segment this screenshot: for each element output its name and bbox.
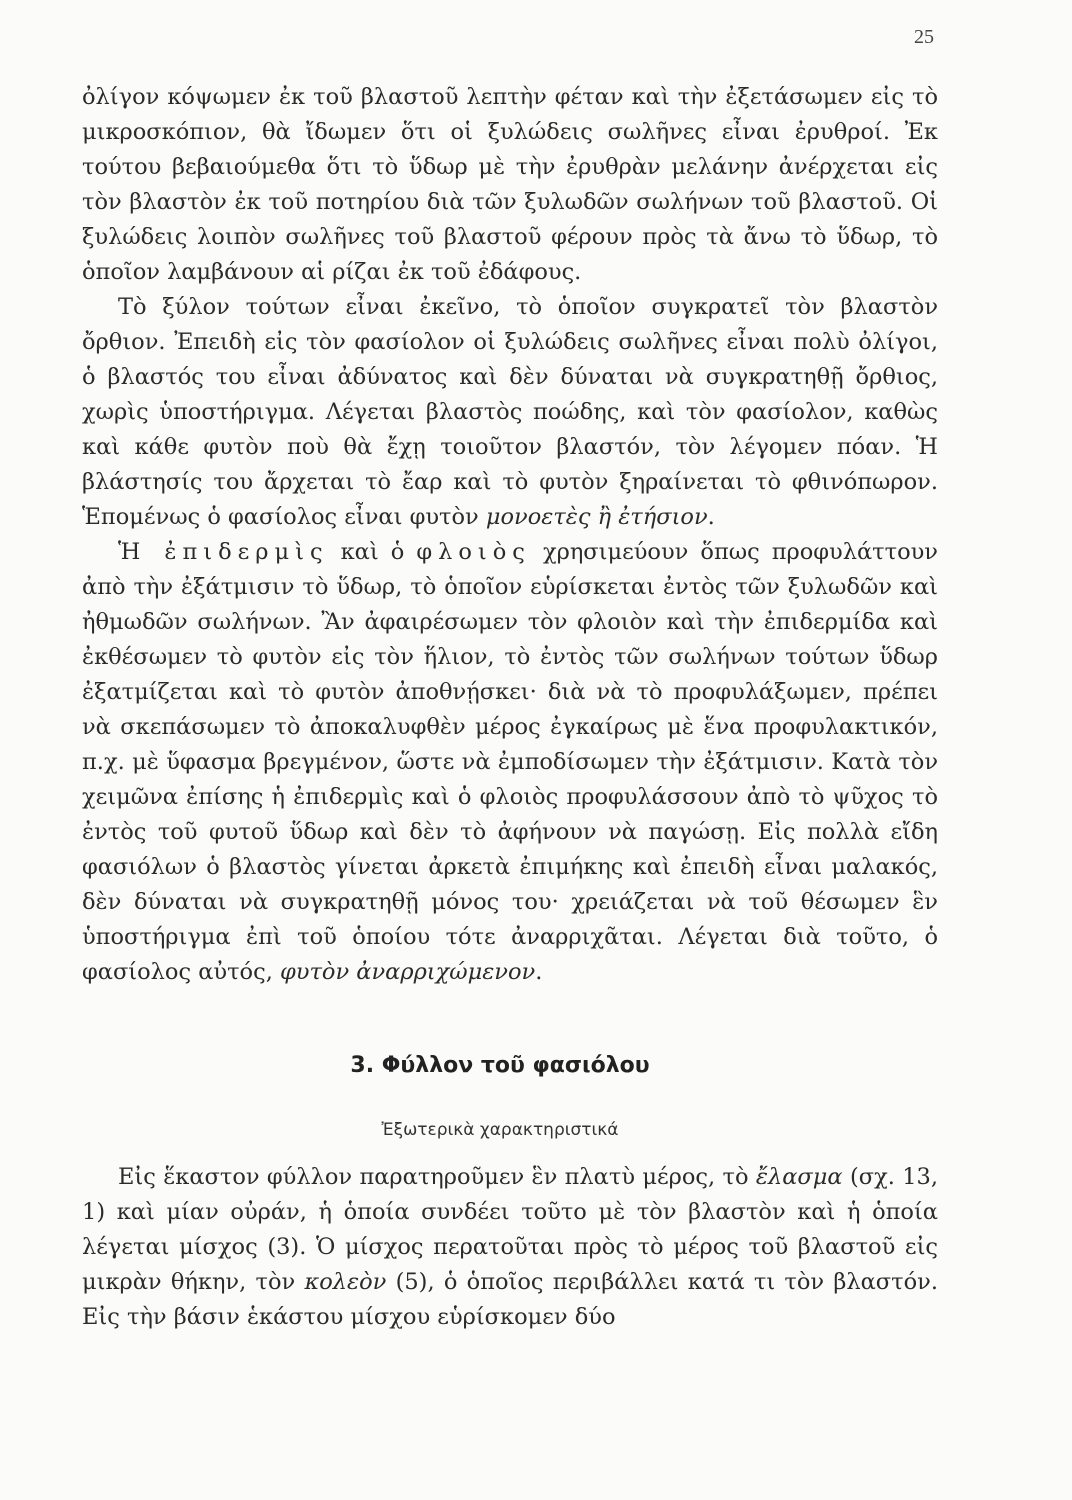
emphasis-term: μονοετὲς ἢ ἐτήσιον bbox=[485, 504, 708, 530]
emphasis-term: ἔλασμα bbox=[755, 1164, 843, 1190]
text-run: (σχ. 13, 1) καὶ μίαν οὐράν, ἡ ὁποία συνδέει τοῦτο μὲ τὸν βλαστὸν καὶ ἡ ὁποία λέγεται μίσχος (3). Ὁ μίσχος περατοῦται πρὸς τὸ μέρος τοῦ βλαστοῦ εἰς μικρὰν θήκην, τὸν bbox=[82, 1164, 939, 1295]
text-run: (5), ὁ ὁποῖος περιβάλλει κατά τι τὸν βλαστόν. Εἰς τὴν βάσιν ἑκάστου μίσχου εὑρίσκομεν δύο bbox=[82, 1269, 938, 1330]
paragraph bbox=[82, 290, 938, 535]
section-title: 3. Φύλλον τοῦ φασιόλου bbox=[350, 1053, 650, 1078]
text-run: Τὸ ξύλον τούτων εἶναι ἐκεῖνο, τὸ ὁποῖον συγκρατεῖ τὸν βλαστὸν ὄρθιον. Ἐπειδὴ εἰς τὸν φασίολον οἱ ξυλώδεις σωλῆνες εἶναι πολὺ ὀλίγοι, ὁ βλαστός του εἶναι ἀδύνατος καὶ δὲν δύναται νὰ συγκρατηθῇ ὄρθιος, χωρὶς ὑποστήριγμα. Λέγεται βλαστὸς ποώδης, καὶ τὸν φασίολον, καθὼς καὶ κάθε φυτὸν ποὺ θὰ ἔχῃ τοιοῦτον βλαστόν, τὸν λέγομεν πόαν. Ἡ βλάστησίς του ἄρχεται τὸ ἔαρ καὶ τὸ φυτὸν ξηραίνεται τὸ φθινόπωρον. Ἑπομένως ὁ φασίολος εἶναι φυτὸν bbox=[82, 294, 938, 530]
text-run: χρησιμεύουν ὅπως προφυλάττουν ἀπὸ τὴν ἐξάτμισιν τὸ ὕδωρ, τὸ ὁποῖον εὑρίσκεται ἐντὸς τῶν ξυλωδῶν καὶ ἠθμωδῶν σωλήνων. Ἂν ἀφαιρέσωμεν τὸν φλοιὸν καὶ τὴν ἐπιδερμίδα καὶ ἐκθέσωμεν τὸ φυτὸν εἰς τὸν ἥλιον, τὸ ἐντὸς τῶν σωλήνων τούτων ὕδωρ ἐξατμίζεται καὶ τὸ φυτὸν ἀποθνῄσκει· διὰ νὰ τὸ προφυλάξωμεν, πρέπει νὰ σκεπάσωμεν τὸ ἀποκαλυφθὲν μέρος ἐγκαίρως μὲ ἕνα προφυλακτικόν, π.χ. μὲ ὕφασμα βρεγμένον, ὥστε νὰ ἐμποδίσωμεν τὴν ἐξάτμισιν. Κατὰ τὸν χειμῶνα ἐπίσης ἡ ἐπιδερμὶς καὶ ὁ φλοιὸς προφυλάσσουν ἀπὸ τὸ ψῦχος τὸ ἐντὸς τοῦ φυτοῦ ὕδωρ καὶ δὲν τὸ ἀφήνουν νὰ παγώσῃ. Εἰς πολλὰ εἴδη φασιόλων ὁ βλαστὸς γίνεται ἀρκετὰ ἐπιμήκης καὶ ἐπειδὴ εἶναι μαλακός, δὲν δύναται νὰ συγκρατηθῇ μόνος του· χρειάζεται νὰ τοῦ θέσωμεν ἓν ὑποστήριγμα ἐπὶ τοῦ ὁποίου τότε ἀναρριχᾶται. Λέγεται διὰ τοῦτο, ὁ φασίολος αὐτός, bbox=[82, 539, 938, 985]
body-text-top bbox=[82, 80, 938, 990]
text-run: . bbox=[535, 959, 543, 985]
spaced-term: φλοιὸς bbox=[416, 539, 531, 565]
paragraph bbox=[82, 1160, 938, 1335]
text-run: . bbox=[707, 504, 715, 530]
spaced-term: Ἡ ἐπιδερμὶς bbox=[118, 539, 329, 565]
subsection-title: Ἐξωτερικὰ χαρακτηριστικά bbox=[381, 1120, 619, 1140]
paragraph bbox=[82, 80, 938, 290]
emphasis-term: κολεὸν bbox=[304, 1269, 387, 1295]
text-run: ὀλίγον κόψωμεν ἐκ τοῦ βλαστοῦ λεπτὴν φέταν καὶ τὴν ἐξετάσωμεν εἰς τὸ μικροσκόπιον, θὰ ἴδωμεν ὅτι οἱ ξυλώδεις σωλῆνες εἶναι ἐρυθροί. Ἐκ τούτου βεβαιούμεθα ὅτι τὸ ὕδωρ μὲ τὴν ἐρυθρὰν μελάνην ἀνέρχεται εἰς τὸν βλαστὸν ἐκ τοῦ ποτηρίου διὰ τῶν ξυλωδῶν σωλήνων τοῦ βλαστοῦ. Οἱ ξυλώδεις λοιπὸν σωλῆνες τοῦ βλαστοῦ φέρουν πρὸς τὰ ἄνω τὸ ὕδωρ, τὸ ὁποῖον λαμβάνουν αἱ ρίζαι ἐκ τοῦ ἐδάφους. bbox=[82, 84, 938, 285]
paragraph bbox=[82, 535, 938, 990]
body-text-bottom bbox=[82, 1160, 938, 1335]
text-run: καὶ ὁ bbox=[328, 539, 417, 565]
text-run: Εἰς ἕκαστον φύλλον παρατηροῦμεν ἓν πλατὺ μέρος, τὸ bbox=[118, 1164, 756, 1190]
emphasis-term: φυτὸν ἀναρριχώμενον bbox=[280, 959, 536, 985]
page-number: 25 bbox=[914, 26, 934, 48]
